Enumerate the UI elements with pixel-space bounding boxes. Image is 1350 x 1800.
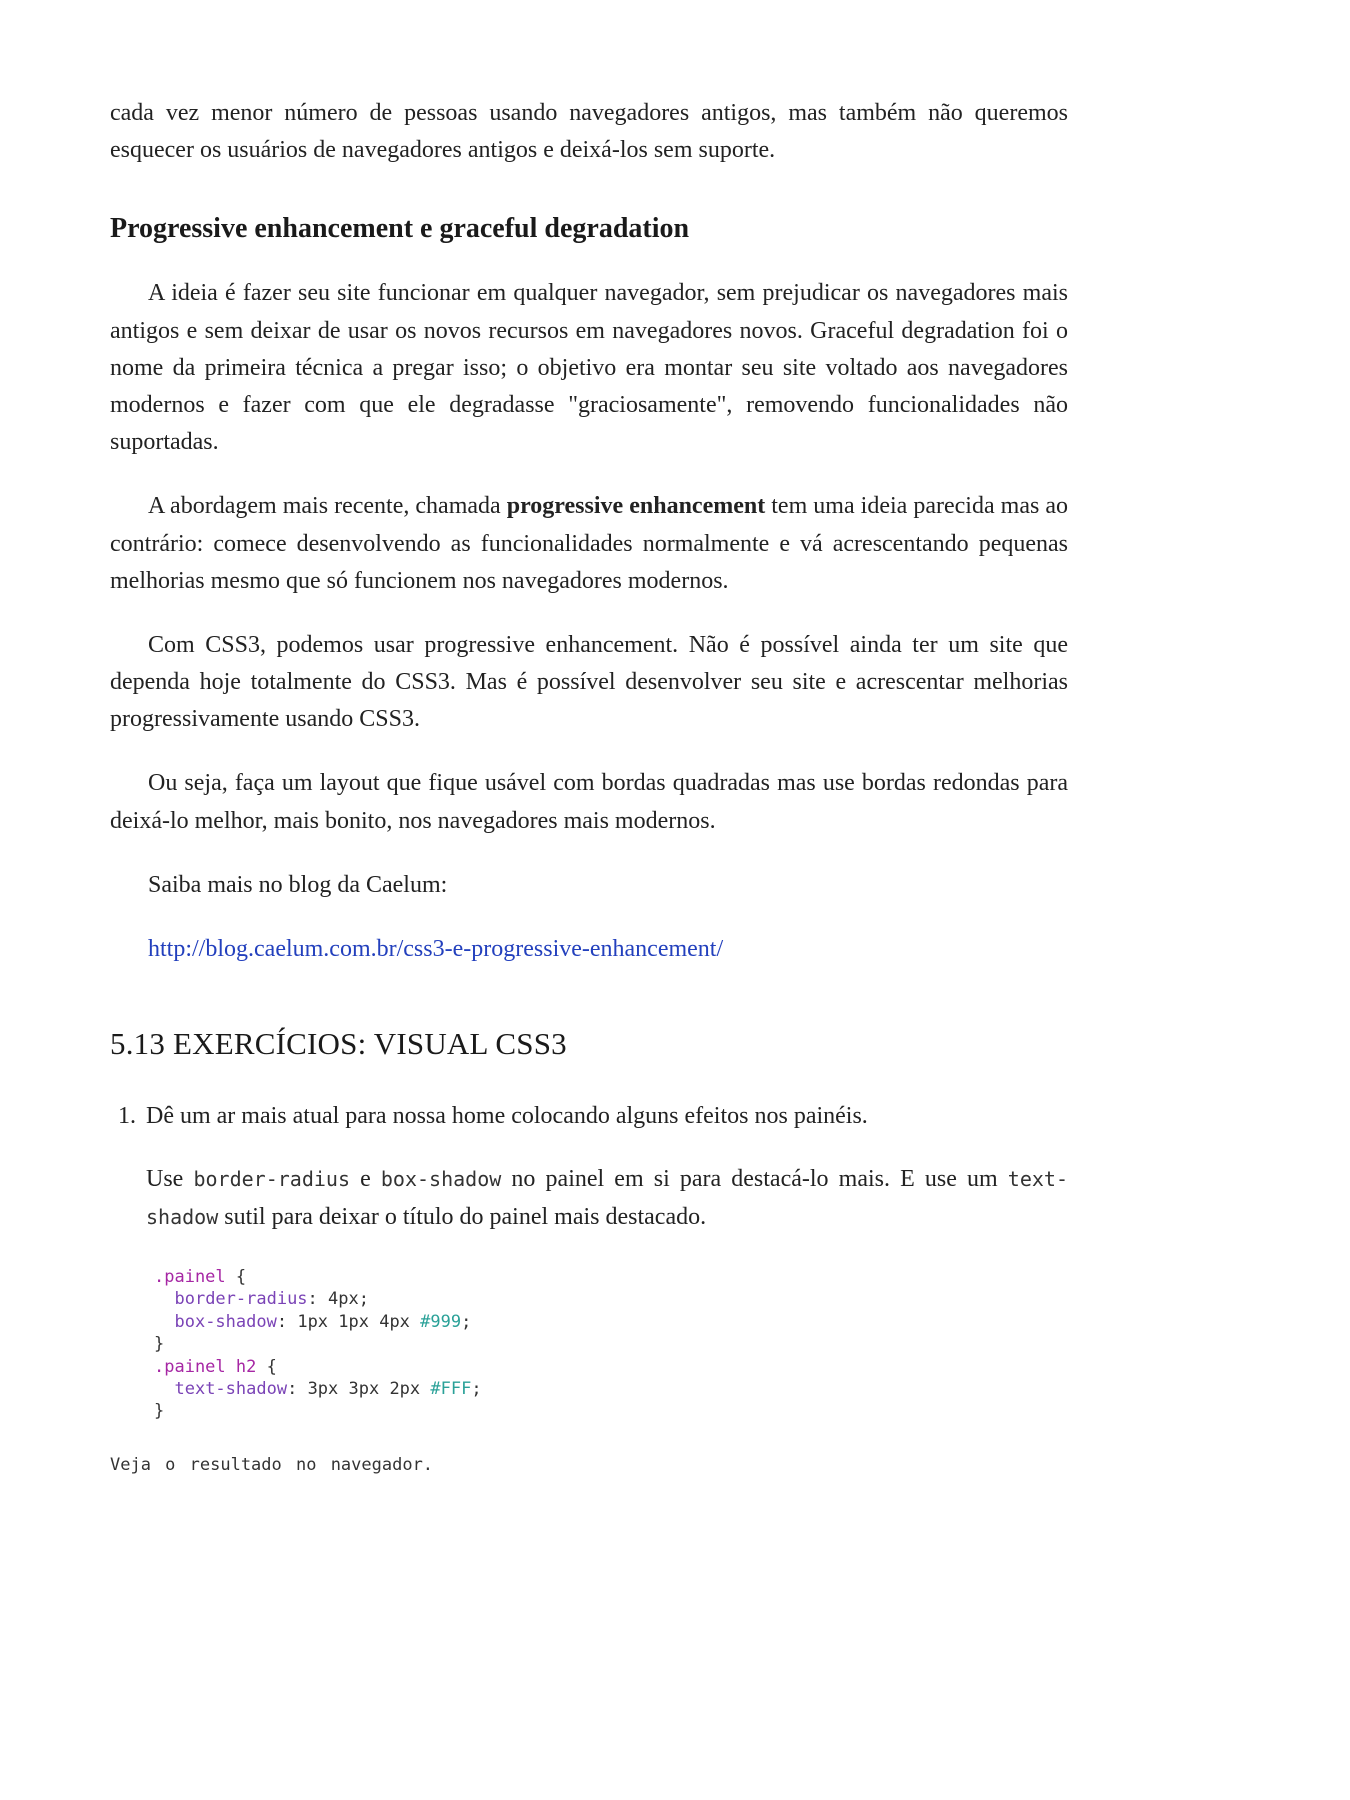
text-run: sutil para deixar o título do painel mais destacado. [218, 1203, 707, 1230]
paragraph [110, 488, 1068, 600]
subsection-heading: Progressive enhancement e graceful degradation [110, 213, 690, 245]
code-block [154, 1266, 1068, 1423]
list-item [110, 1098, 1068, 1423]
inline-code: text-shadow [146, 1167, 1068, 1229]
text-run: tem uma ideia parecida mas ao contrário: comece desenvolvendo as funcionalidades normalmente e vá acrescentando pequenas melhorias mesmo que só funcionem nos navegadores modernos. [110, 493, 1069, 594]
list-number: 1. [118, 1103, 136, 1130]
paragraph: Com CSS3, podemos usar progressive enhancement. Não é possível ainda ter um site que dependa hoje totalmente do CSS3. Mas é possível desenvolver seu site e acrescentar melhorias progressivamente usando CSS3. [110, 631, 1068, 733]
text-run: no painel em si para destacá-lo mais. E use um [501, 1166, 1008, 1193]
paragraph: A ideia é fazer seu site funcionar em qualquer navegador, sem prejudicar os navegadores mais antigos e sem deixar de usar os novos recursos em navegadores novos. Graceful degradation foi o nome da primeira técnica a pregar isso; o objetivo era montar seu site voltado aos navegadores modernos e fazer com que ele degradasse "graciosamente", removendo funcionalidades não suportadas. [110, 280, 1068, 456]
code-line: .painel { [154, 1266, 247, 1287]
inline-code: border-radius [193, 1167, 350, 1192]
code-line: } [154, 1334, 165, 1355]
code-line: .painel h2 { [154, 1356, 277, 1377]
code-line: } [154, 1401, 165, 1422]
text-run: e [350, 1166, 381, 1193]
document-page [110, 0, 1068, 1475]
list-item-body [146, 1098, 1068, 1423]
intro-paragraph: cada vez menor número de pessoas usando navegadores antigos, mas também não queremos esquecer os usuários de navegadores antigos e deixá-los sem suporte. [110, 100, 1068, 164]
paragraph: Ou seja, faça um layout que fique usável com bordas quadradas mas use bordas redondas para deixá-lo melhor, mais bonito, nos navegadores mais modernos. [110, 770, 1068, 834]
paragraph [146, 1161, 1068, 1235]
inline-code: box-shadow [380, 1167, 502, 1192]
link-line [148, 931, 1068, 968]
code-line: border-radius: 4px; [174, 1289, 369, 1310]
text-run: Use [146, 1166, 194, 1193]
list-item-text: Dê um ar mais atual para nossa home colocando alguns efeitos nos painéis. [146, 1103, 868, 1130]
text-run: A abordagem mais recente, chamada [148, 493, 507, 520]
blog-link[interactable]: http://blog.caelum.com.br/css3-e-progressive-enhancement/ [148, 936, 724, 962]
code-line: text-shadow: 3px 3px 2px #FFF; [174, 1378, 482, 1399]
code-line: box-shadow: 1px 1px 4px #999; [174, 1311, 472, 1332]
code-result-note: Veja o resultado no navegador. [110, 1454, 434, 1475]
bold-text: progressive enhancement [506, 493, 766, 520]
paragraph: Saiba mais no blog da Caelum: [148, 871, 448, 898]
section-heading: 5.13 EXERCÍCIOS: VISUAL CSS3 [110, 1026, 567, 1062]
